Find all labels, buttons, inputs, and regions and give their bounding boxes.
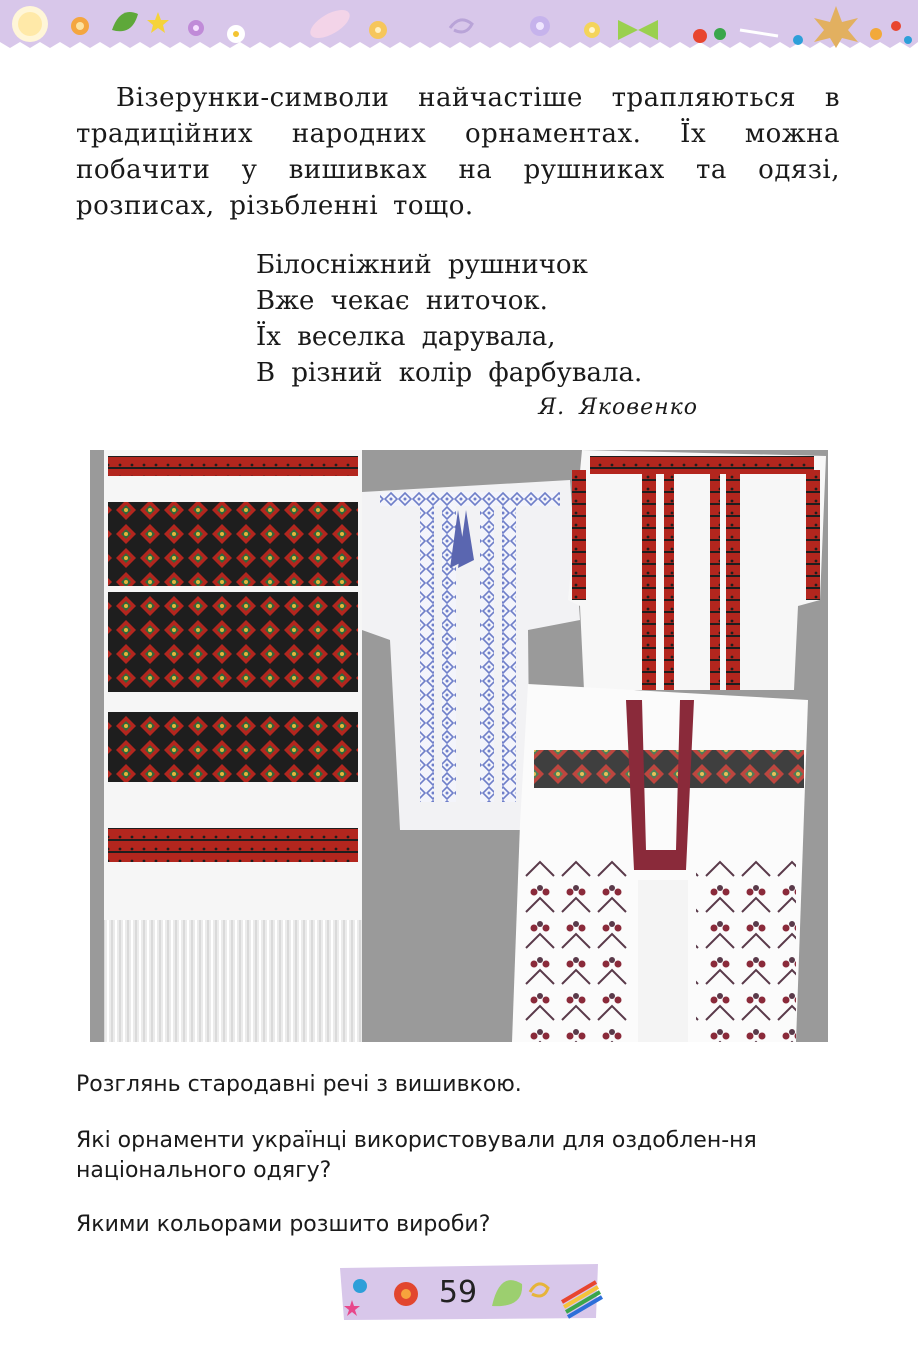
poem-line: Їх веселка дарувала, [256, 322, 556, 352]
poem-author: Я. Яковенко [538, 395, 698, 420]
body-paragraph-block [76, 80, 840, 224]
flower-icon [188, 20, 204, 36]
poem [256, 247, 642, 391]
page-number: 59 [438, 1275, 478, 1310]
flower-icon [584, 22, 600, 38]
poem-line: Білосніжний рушничок [256, 250, 588, 280]
floral-embroidered-shirt [512, 684, 808, 1042]
question-1: Розглянь стародавні речі з вишивкою. [76, 1072, 522, 1097]
question-3: Якими кольорами розшито вироби? [76, 1212, 491, 1237]
sun-icon [394, 1282, 418, 1306]
poem-line: В різний колір фарбувала. [256, 358, 643, 388]
sun-icon [12, 6, 48, 42]
red-embroidered-shirt [568, 450, 826, 690]
flower-icon [369, 21, 387, 39]
decorative-top-banner [0, 0, 918, 50]
flower-icon [793, 35, 803, 45]
embroidered-towel [104, 450, 362, 1042]
question-2: Які орнаменти українці використовували для оздоблен-ня національного одягу? [76, 1128, 757, 1183]
flower-icon [353, 1279, 367, 1293]
embroidery-photo [90, 450, 828, 1042]
body-paragraph: Візерунки-символи найчастіше трапляються в традиційних народних орнаментах. Їх можна побачити у вишивках на рушниках та одязі, розписах, різьбленні тощо. [76, 83, 840, 221]
poem-line: Вже чекає ниточок. [256, 286, 548, 316]
flower-icon [530, 16, 550, 36]
daisy-icon [227, 25, 245, 43]
flower-icon [71, 17, 89, 35]
